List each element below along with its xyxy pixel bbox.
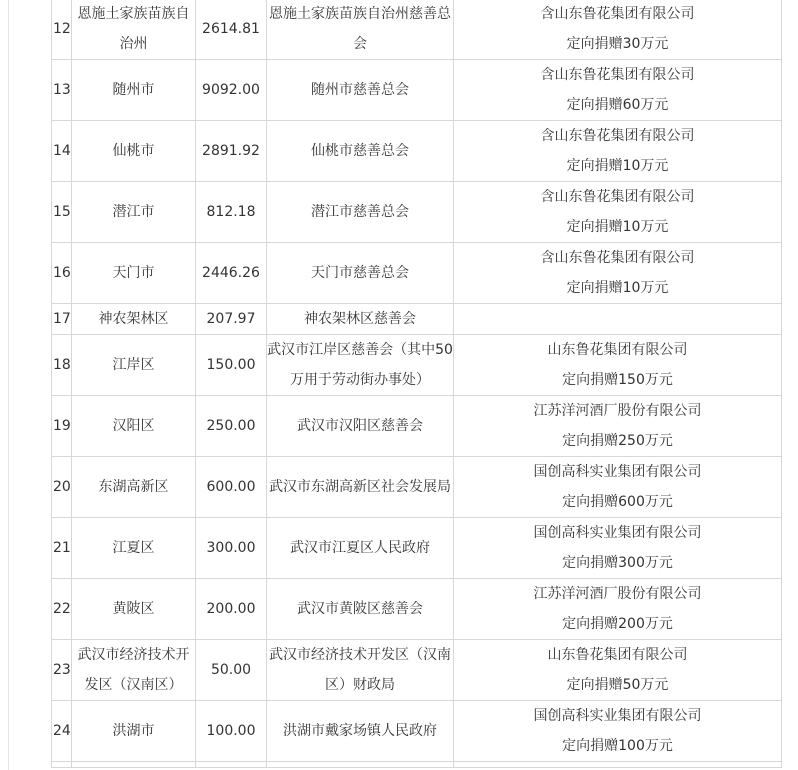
- donor-cell: [454, 396, 782, 457]
- region-cell: 仙桃市: [72, 121, 196, 182]
- region-cell: 恩施土家族苗族自治州: [72, 0, 196, 60]
- donation-note: 定向捐赠300万元: [562, 555, 673, 571]
- donor-cell: [454, 0, 782, 60]
- region-cell: 江岸区: [72, 335, 196, 396]
- table-row: [52, 518, 782, 579]
- amount-cell: 200.00: [196, 579, 267, 640]
- donor-name: 山东鲁花集团有限公司: [547, 342, 688, 358]
- amount-cell: 9092.00: [196, 60, 267, 121]
- table-row: [52, 640, 782, 701]
- region-cell: 神农架林区: [72, 304, 196, 335]
- row-number: 18: [52, 335, 72, 396]
- region-cell: 潜江市: [72, 182, 196, 243]
- recipient-cell: 武汉市黄陂区慈善会: [267, 579, 454, 640]
- donor-name: 含山东鲁花集团有限公司: [540, 189, 695, 205]
- row-number: 23: [52, 640, 72, 701]
- donor-cell: [454, 457, 782, 518]
- row-number: 14: [52, 121, 72, 182]
- recipient-cell: 恩施土家族苗族自治州慈善总会: [267, 0, 454, 60]
- recipient-cell: 武汉市经济技术开发区（汉南区）财政局: [267, 640, 454, 701]
- donor-cell: [454, 701, 782, 762]
- donation-note: 定向捐赠10万元: [566, 219, 669, 235]
- table-row: [52, 60, 782, 121]
- table-row: [52, 762, 782, 768]
- donor-name: 国创高科实业集团有限公司: [533, 708, 702, 724]
- table-row: [52, 457, 782, 518]
- donor-name: 山东鲁花集团有限公司: [547, 647, 688, 663]
- recipient-cell: 潜江市慈善总会: [267, 182, 454, 243]
- region-cell: 随州市: [72, 60, 196, 121]
- donation-note: 定向捐赠60万元: [566, 97, 669, 113]
- table-row: [52, 701, 782, 762]
- table-row: [52, 335, 782, 396]
- recipient-cell: 武汉市汉阳区慈善会: [267, 396, 454, 457]
- donor-cell: [454, 335, 782, 396]
- amount-cell: 2891.92: [196, 121, 267, 182]
- donor-cell: [454, 121, 782, 182]
- page-left-rule: [8, 0, 9, 770]
- region-cell: 黄陂区: [72, 579, 196, 640]
- row-number: 16: [52, 243, 72, 304]
- recipient-cell: 武汉市江岸区慈善会（其中50万用于劳动街办事处）: [267, 335, 454, 396]
- donor-name: 江苏洋河酒厂股份有限公司: [533, 586, 702, 602]
- donor-cell: [454, 243, 782, 304]
- table-row: [52, 243, 782, 304]
- amount-cell: 2446.26: [196, 243, 267, 304]
- amount-cell: 50.00: [196, 640, 267, 701]
- amount-cell: 150.00: [196, 335, 267, 396]
- donor-cell: [454, 182, 782, 243]
- amount-cell: 2614.81: [196, 0, 267, 60]
- region-cell: 天门市: [72, 243, 196, 304]
- donor-cell: [454, 579, 782, 640]
- row-number: 17: [52, 304, 72, 335]
- row-number: 13: [52, 60, 72, 121]
- table-row: [52, 0, 782, 60]
- donor-name: 含山东鲁花集团有限公司: [540, 67, 695, 83]
- donation-note: 定向捐赠600万元: [562, 494, 673, 510]
- region-cell: 江夏区: [72, 518, 196, 579]
- recipient-cell: 仙桃市慈善总会: [267, 121, 454, 182]
- table-row: [52, 121, 782, 182]
- row-number: 12: [52, 0, 72, 60]
- amount-cell: 812.18: [196, 182, 267, 243]
- donation-table: [51, 0, 782, 768]
- row-number: 21: [52, 518, 72, 579]
- amount-cell: 300.00: [196, 518, 267, 579]
- region-cell: 武汉市经济技术开发区（汉南区）: [72, 640, 196, 701]
- row-number: 24: [52, 701, 72, 762]
- recipient-cell: 天门市慈善总会: [267, 243, 454, 304]
- row-number: 22: [52, 579, 72, 640]
- donation-note: 定向捐赠50万元: [566, 677, 669, 693]
- row-number: 19: [52, 396, 72, 457]
- donor-cell: [454, 304, 782, 335]
- table-row: [52, 304, 782, 335]
- donor-cell: [454, 60, 782, 121]
- row-number: 20: [52, 457, 72, 518]
- recipient-cell: 洪湖市戴家场镇人民政府: [267, 701, 454, 762]
- amount-cell: 207.97: [196, 304, 267, 335]
- donation-note: 定向捐赠150万元: [562, 372, 673, 388]
- amount-cell: 100.00: [196, 701, 267, 762]
- amount-cell: 600.00: [196, 457, 267, 518]
- donor-name: 含山东鲁花集团有限公司: [540, 250, 695, 266]
- amount-cell: 250.00: [196, 396, 267, 457]
- recipient-cell: 神农架林区慈善会: [267, 304, 454, 335]
- donation-note: 定向捐赠200万元: [562, 616, 673, 632]
- recipient-cell: 武汉市东湖高新区社会发展局: [267, 457, 454, 518]
- table-row: [52, 579, 782, 640]
- donor-name: 国创高科实业集团有限公司: [533, 464, 702, 480]
- donor-name: 含山东鲁花集团有限公司: [540, 6, 695, 22]
- recipient-cell: 随州市慈善总会: [267, 60, 454, 121]
- row-number: 15: [52, 182, 72, 243]
- donation-note: 定向捐赠10万元: [566, 158, 669, 174]
- donation-note: 定向捐赠100万元: [562, 738, 673, 754]
- donor-name: 国创高科实业集团有限公司: [533, 525, 702, 541]
- table-row: [52, 396, 782, 457]
- donation-note: 定向捐赠30万元: [566, 36, 669, 52]
- region-cell: 东湖高新区: [72, 457, 196, 518]
- recipient-cell: 武汉市江夏区人民政府: [267, 518, 454, 579]
- donor-cell: [454, 518, 782, 579]
- donation-note: 定向捐赠250万元: [562, 433, 673, 449]
- table-row: [52, 182, 782, 243]
- donor-name: 江苏洋河酒厂股份有限公司: [533, 403, 702, 419]
- donor-cell: [454, 640, 782, 701]
- region-cell: 汉阳区: [72, 396, 196, 457]
- donation-note: 定向捐赠10万元: [566, 280, 669, 296]
- donor-name: 含山东鲁花集团有限公司: [540, 128, 695, 144]
- region-cell: 洪湖市: [72, 701, 196, 762]
